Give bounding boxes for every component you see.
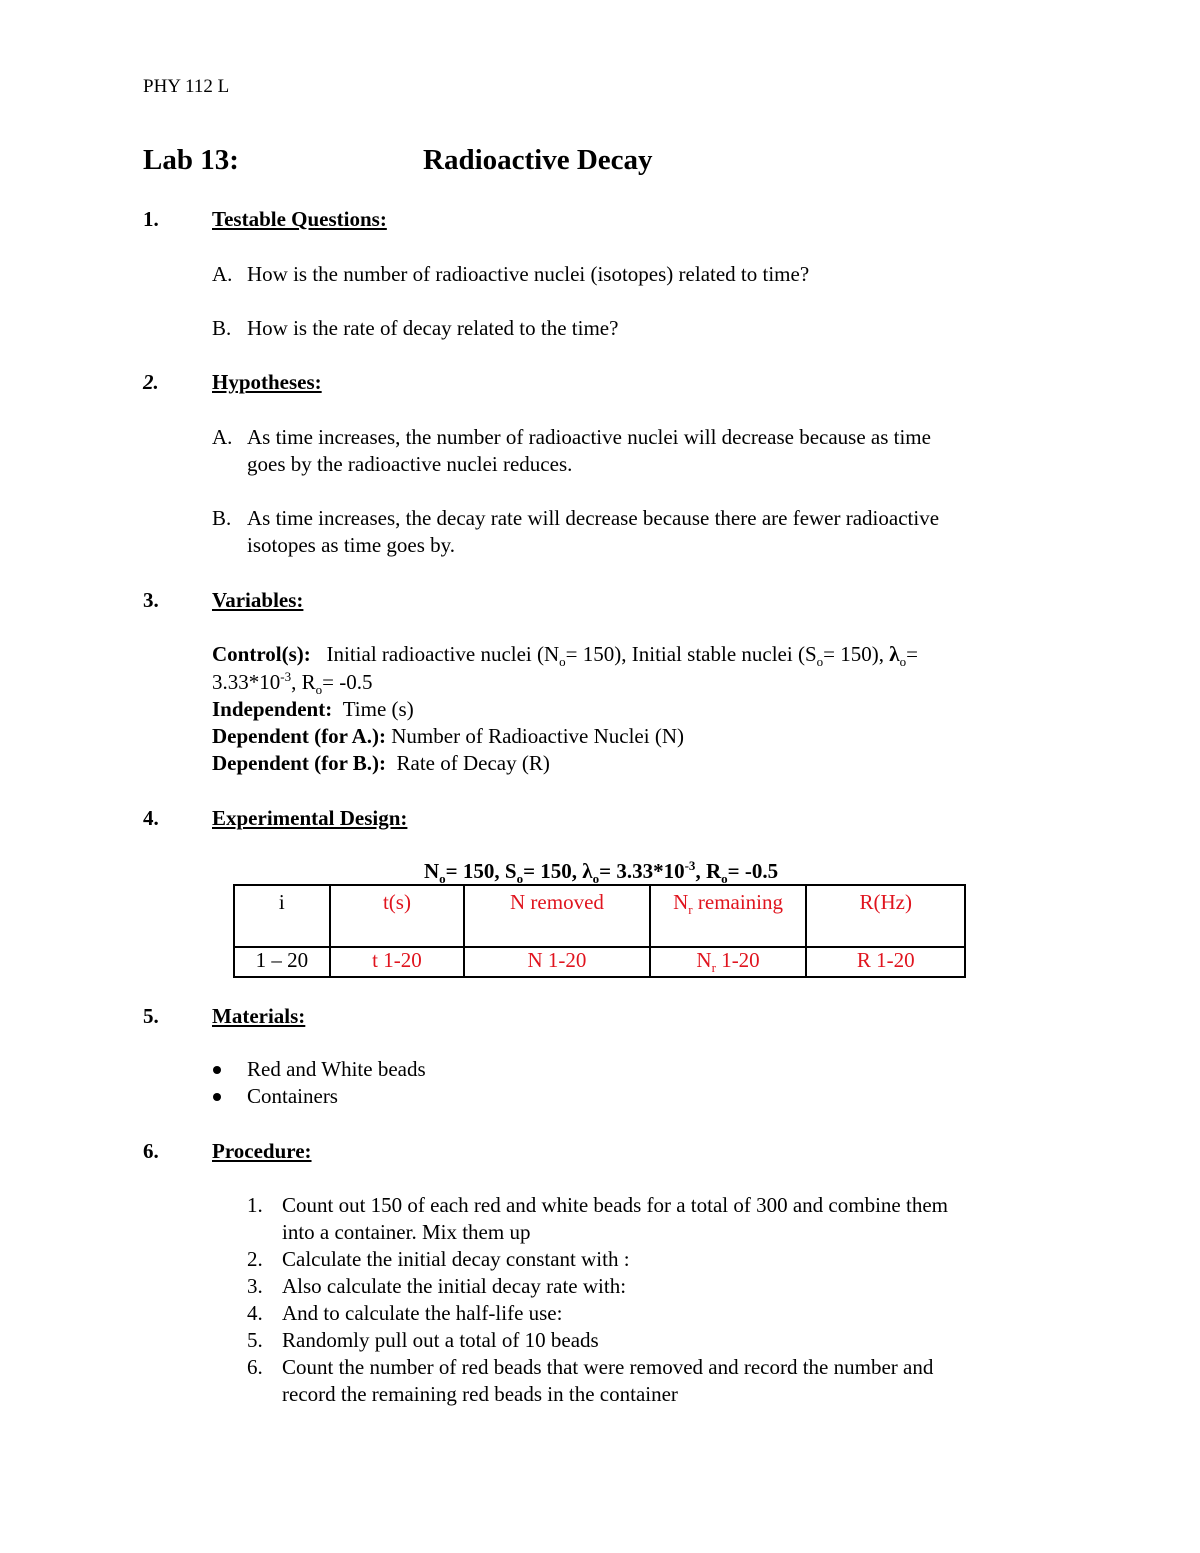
table-header: N removed [464, 885, 650, 947]
control-variables: Control(s): Initial radioactive nuclei $(N_o= 150)$, Initial stable nuclei $(S_o= 150)$, $\lambda_o=$ [212, 642, 918, 670]
section-title: Hypotheses: [212, 370, 322, 394]
procedure-number: 4. [247, 1301, 263, 1325]
table-header: $N_r$ remaining [650, 885, 807, 947]
question-text: How is the number of radioactive nuclei (isotopes) related to time? [247, 262, 810, 286]
design-caption: $N_o= 150$, $S_o= 150$, $\lambda_o= 3.33*10^{-3}$, $R_o= -0.5$ [424, 858, 779, 887]
page-title: Radioactive Decay [423, 144, 653, 176]
dependent-variable-a: Dependent (for A.): Number of Radioactive Nuclei (N) [212, 724, 684, 748]
control-label: Control(s): [212, 642, 311, 666]
table-header-row [234, 885, 965, 947]
material-item: Containers [247, 1084, 338, 1108]
section-title: Procedure: [212, 1139, 312, 1163]
question-letter: A. [212, 262, 233, 286]
table-header: i [234, 885, 330, 947]
procedure-step: into a container. Mix them up [282, 1220, 531, 1244]
design-table [233, 884, 966, 978]
independent-variable: Independent: Time (s) [212, 697, 414, 721]
section-title: Testable Questions: [212, 207, 387, 231]
table-header: t(s) [330, 885, 465, 947]
procedure-number: 2. [247, 1247, 263, 1271]
dependent-variable-b: Dependent (for B.): Rate of Decay (R) [212, 751, 550, 775]
hypothesis-letter: B. [212, 506, 232, 530]
procedure-step: Count out 150 of each red and white beads for a total of 300 and combine them [282, 1193, 948, 1217]
section-number: 3. [143, 588, 159, 612]
section-number: 4. [143, 806, 159, 830]
procedure-step: And to calculate the half-life use: [282, 1301, 563, 1325]
page-header: PHY 112 L [143, 76, 230, 97]
lambda-symbol: λ [889, 642, 900, 666]
question-text: How is the rate of decay related to the time? [247, 316, 619, 340]
section-number: 1. [143, 207, 159, 231]
control-variables-cont: $3.33*10^{-3}$, $R_o= -0.5$ [212, 669, 373, 698]
table-cell: 1 – 20 [234, 947, 330, 977]
question-letter: B. [212, 316, 232, 340]
procedure-step: Count the number of red beads that were removed and record the number and [282, 1355, 934, 1379]
section-number: 5. [143, 1004, 159, 1028]
material-item: Red and White beads [247, 1057, 426, 1081]
procedure-number: 6. [247, 1355, 263, 1379]
lab-number: Lab 13: [143, 144, 239, 176]
section-number: 2. [143, 370, 159, 394]
hypothesis-text: goes by the radioactive nuclei reduces. [247, 452, 573, 476]
procedure-step: Randomly pull out a total of 10 beads [282, 1328, 599, 1352]
table-cell: $N_r$ 1-20 [650, 947, 807, 977]
section-number: 6. [143, 1139, 159, 1163]
bullet-icon [213, 1066, 221, 1074]
procedure-number: 5. [247, 1328, 263, 1352]
bullet-icon [213, 1093, 221, 1101]
section-title: Variables: [212, 588, 304, 612]
table-row [234, 947, 965, 977]
procedure-number: 1. [247, 1193, 263, 1217]
procedure-step: record the remaining red beads in the container [282, 1382, 678, 1406]
table-cell: N 1-20 [464, 947, 650, 977]
hypothesis-text: As time increases, the decay rate will decrease because there are fewer radioactive [247, 506, 940, 530]
section-title: Materials: [212, 1004, 306, 1028]
procedure-step: Also calculate the initial decay rate with: [282, 1274, 627, 1298]
table-header: R(Hz) [806, 885, 965, 947]
hypothesis-text: isotopes as time goes by. [247, 533, 456, 557]
table-cell: t 1-20 [330, 947, 465, 977]
hypothesis-text: As time increases, the number of radioactive nuclei will decrease because as time [247, 425, 931, 449]
procedure-number: 3. [247, 1274, 263, 1298]
table-cell: R 1-20 [806, 947, 965, 977]
hypothesis-letter: A. [212, 425, 233, 449]
procedure-step: Calculate the initial decay constant with : [282, 1247, 630, 1271]
section-title: Experimental Design: [212, 806, 408, 830]
